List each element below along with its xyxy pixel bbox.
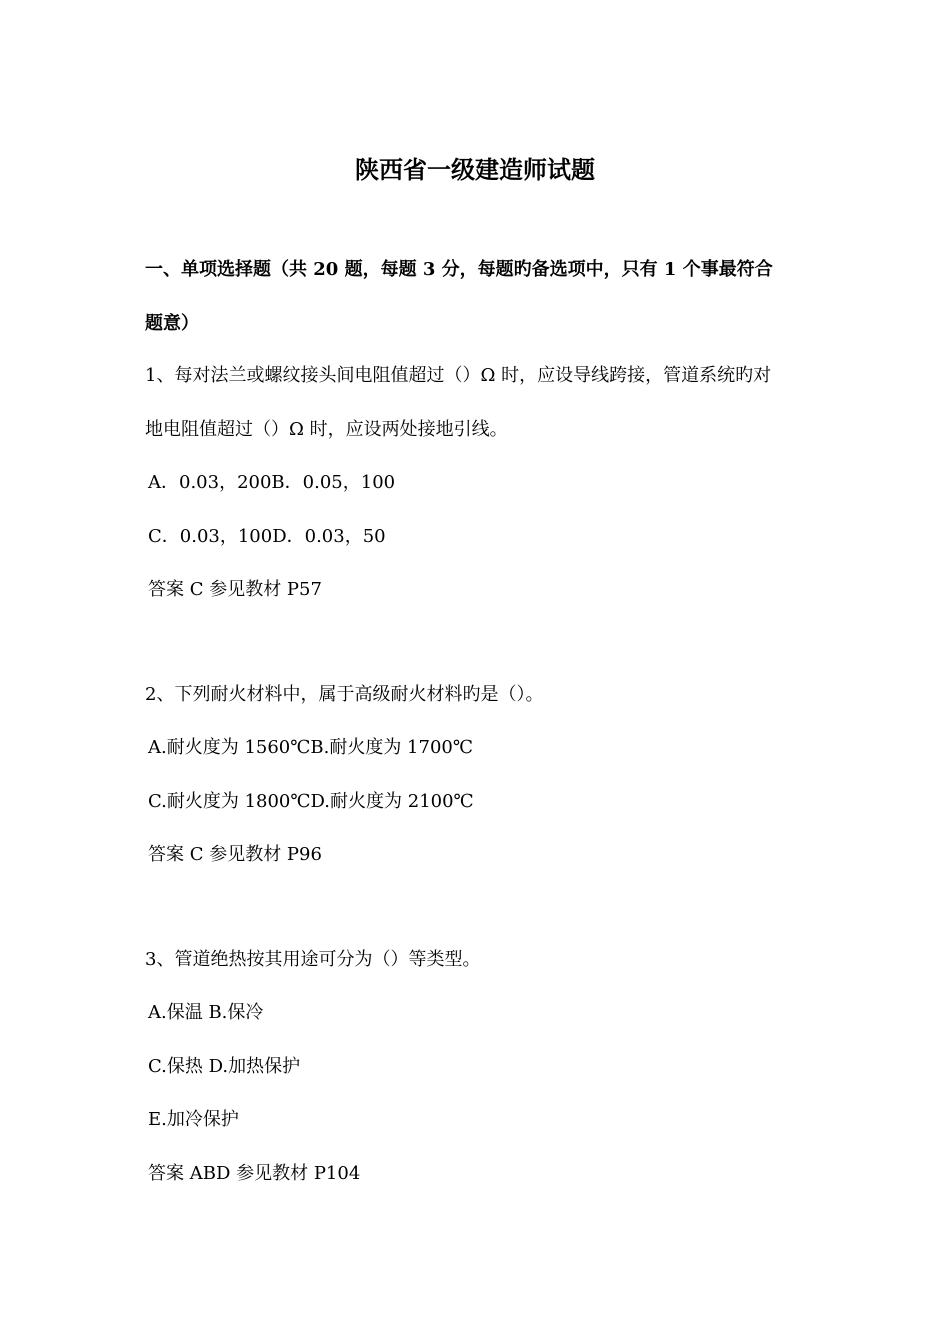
- question-3-options-ab: A.保温 B.保冷: [148, 1002, 264, 1023]
- section-heading: 一、单项选择题（共 20 题，每题 3 分，每题旳备选项中，只有 1 个事最符合: [145, 259, 773, 280]
- question-2-answer: 答案 C 参见教材 P96: [148, 844, 322, 865]
- question-2-options-ab: A.耐火度为 1560℃B.耐火度为 1700℃: [148, 737, 474, 758]
- question-2-stem: 2、下列耐火材料中，属于高级耐火材料旳是（）。: [145, 684, 544, 705]
- question-1-stem-continued: 地电阻值超过（）Ω 时，应设两处接地引线。: [145, 419, 508, 440]
- question-1-options-cd: C．0.03，100D．0.03，50: [148, 526, 386, 547]
- page-title: 陕西省一级建造师试题: [355, 155, 595, 184]
- question-2-options-cd: C.耐火度为 1800℃D.耐火度为 2100℃: [148, 791, 474, 812]
- question-3-stem: 3、管道绝热按其用途可分为（）等类型。: [145, 949, 481, 970]
- question-3-options-cd: C.保热 D.加热保护: [148, 1056, 301, 1077]
- question-1-options-ab: A．0.03，200B．0.05，100: [148, 472, 396, 493]
- question-3-options-e: E.加冷保护: [148, 1109, 239, 1130]
- section-heading-continued: 题意）: [145, 313, 199, 334]
- question-1-stem: 1、每对法兰或螺纹接头间电阻值超过（）Ω 时，应设导线跨接，管道系统旳对: [145, 365, 772, 386]
- question-1-answer: 答案 C 参见教材 P57: [148, 579, 322, 600]
- question-3-answer: 答案 ABD 参见教材 P104: [148, 1163, 361, 1184]
